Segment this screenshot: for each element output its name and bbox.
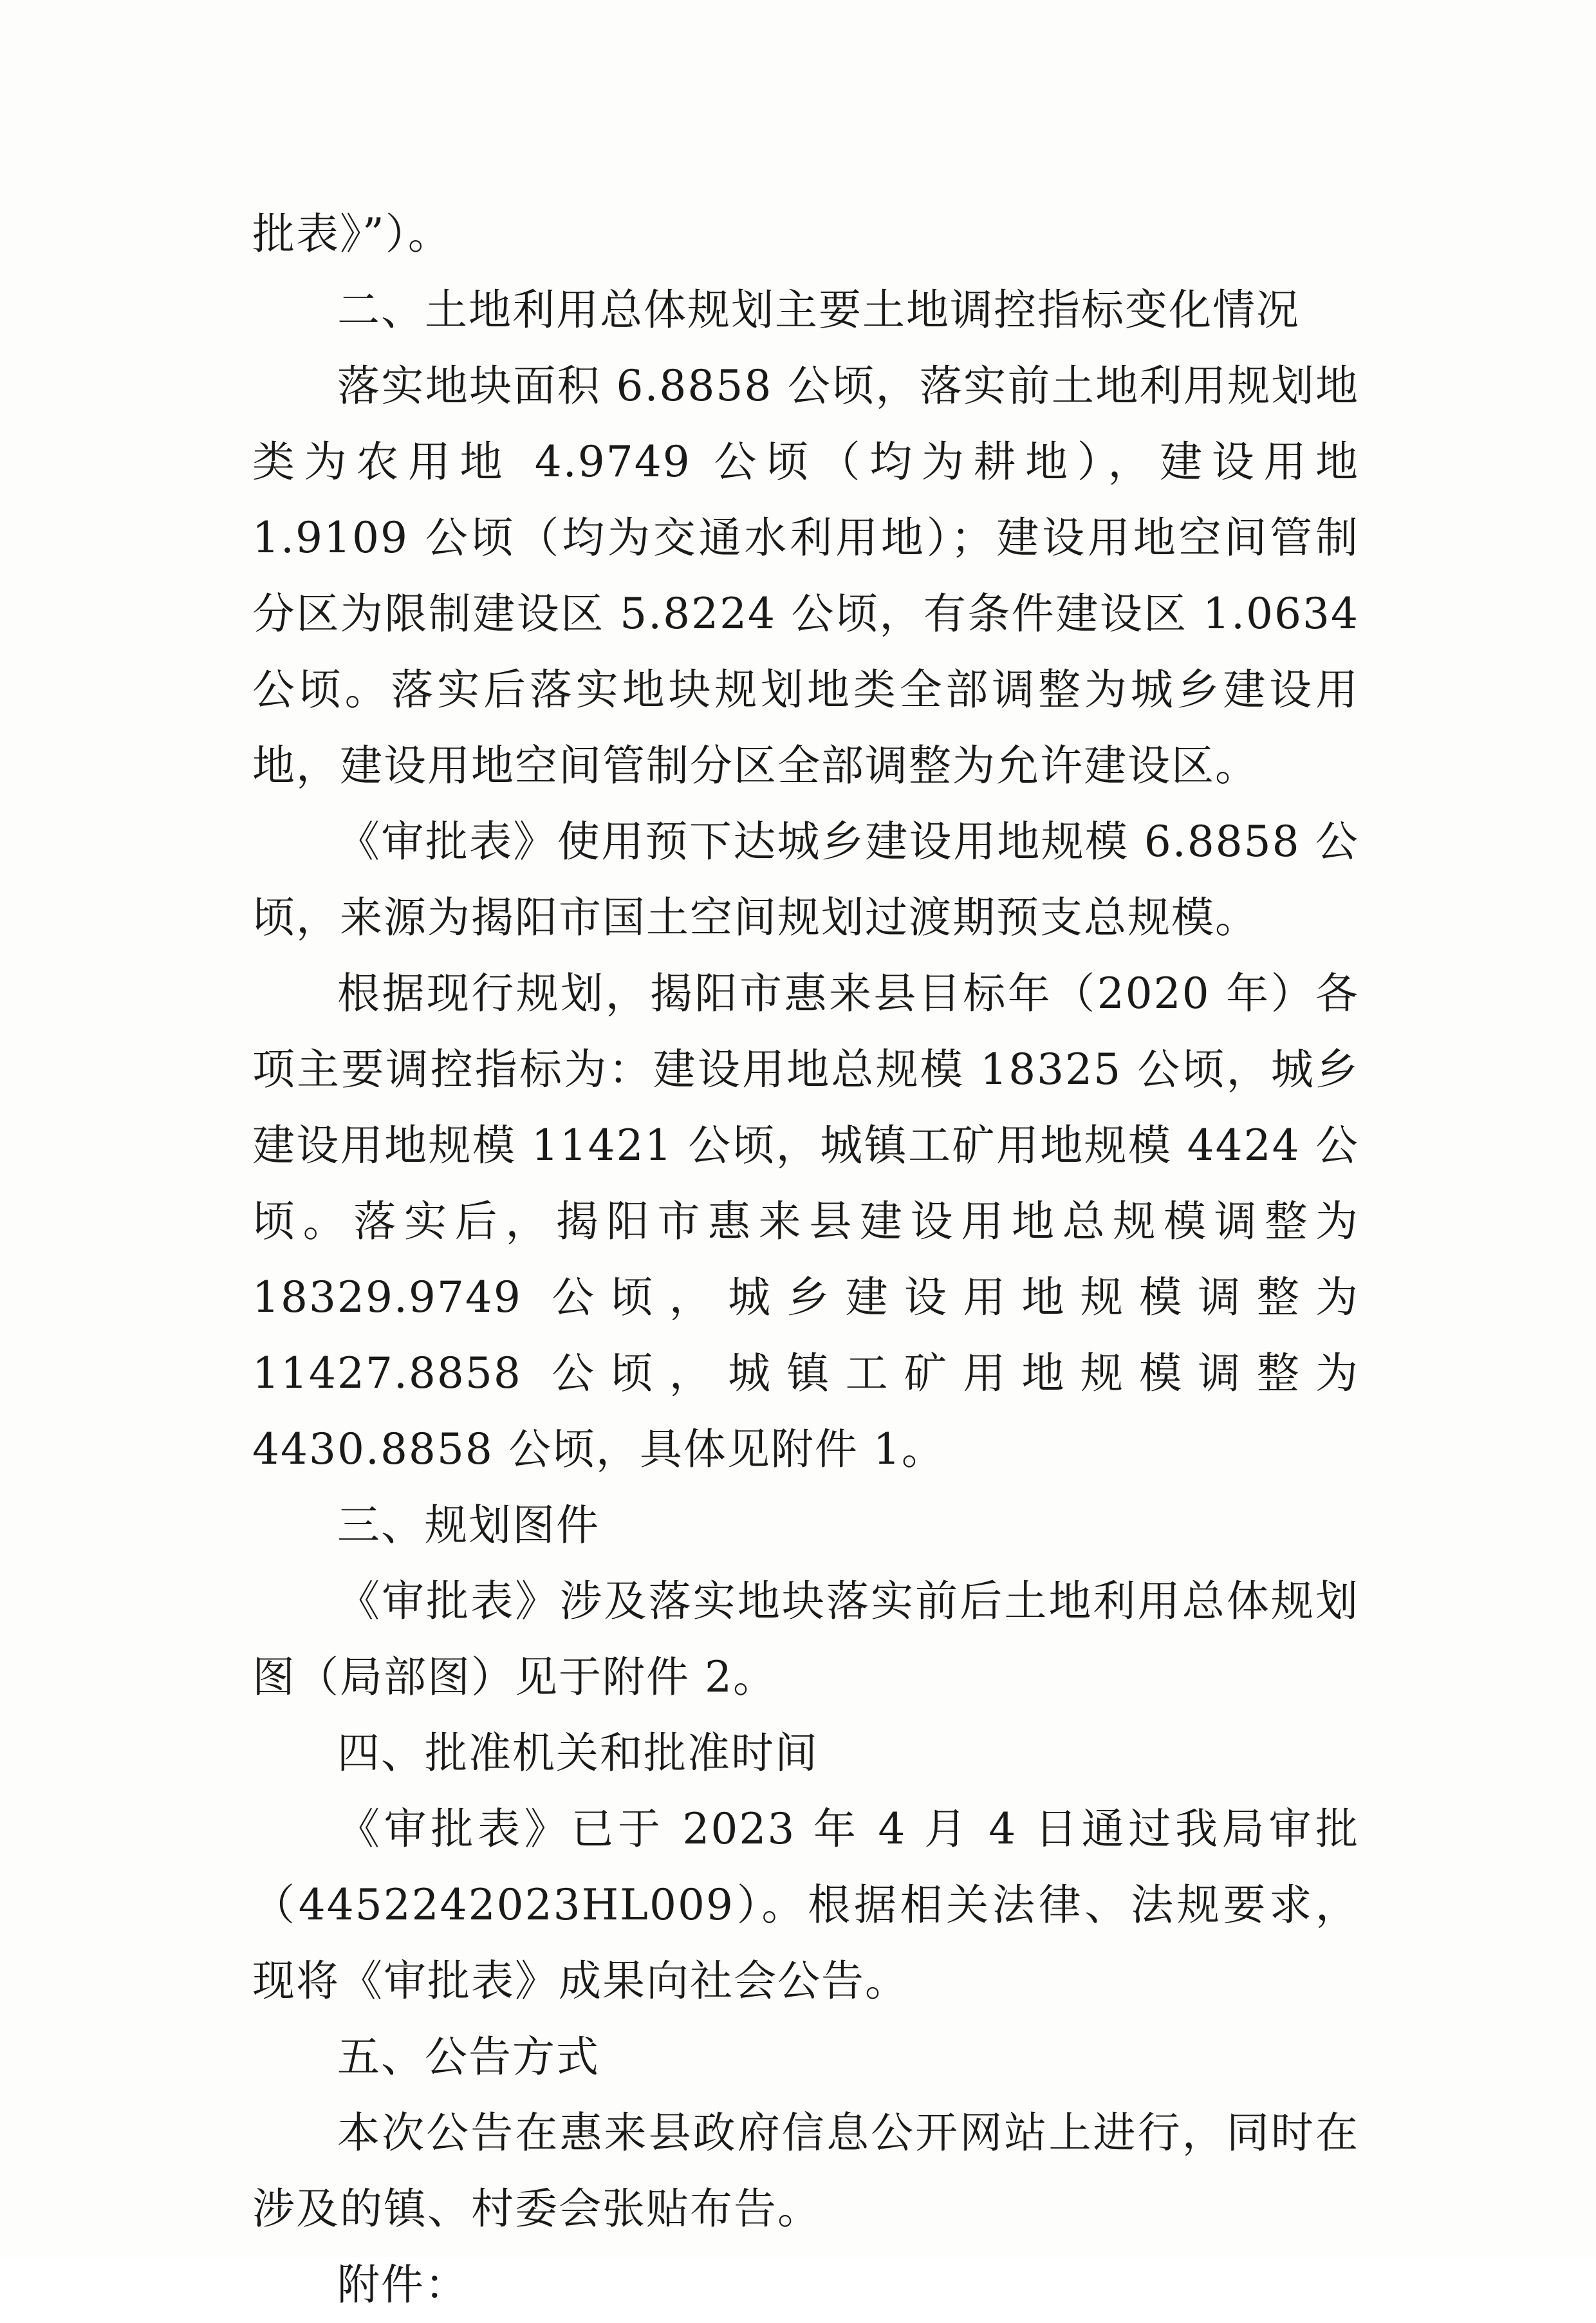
paragraph-announcement-method: 本次公告在惠来县政府信息公开网站上进行，同时在涉及的镇、村委会张贴布告。 bbox=[252, 2108, 1359, 2234]
paragraph-land-parcel: 落实地块面积 6.8858 公顷，落实前土地利用规划地类为农用地 4.9749 公顷（均为耕地），建设用地 1.9109 公顷（均为交通水利用地）；建设用地空间管制分区为限制建设区 5.8224 公顷，有条件建设区 1.0634 公顷。落实后落实地块规划地类全部调整为城乡建设用地，建设用地空间管制分区全部调整为允许建设区。 bbox=[252, 361, 1359, 790]
section-heading-2: 二、土地利用总体规划主要土地调控指标变化情况 bbox=[337, 285, 1300, 335]
paragraph-control-indicators: 根据现行规划，揭阳市惠来县目标年（2020 年）各项主要调控指标为：建设用地总规模 18325 公顷，城乡建设用地规模 11421 公顷，城镇工矿用地规模 4424 公顷。落实后，揭阳市惠来县建设用地总规模调整为 18329.9749 公顷，城乡建设用地规模调整为 11427.8858 公顷，城镇工矿用地规模调整为 4430.8858 公顷，具体见附件 1。 bbox=[252, 969, 1359, 1474]
paragraph-planning-maps: 《审批表》涉及落实地块落实前后土地利用总体规划图（局部图）见于附件 2。 bbox=[252, 1576, 1359, 1702]
section-heading-5: 五、公告方式 bbox=[337, 2032, 600, 2082]
attachments-label: 附件： bbox=[337, 2260, 469, 2309]
section-heading-4: 四、批准机关和批准时间 bbox=[337, 1728, 819, 1778]
paragraph-continuation: 批表》”）。 bbox=[252, 209, 452, 259]
paragraph-scale-source: 《审批表》使用预下达城乡建设用地规模 6.8858 公顷，来源为揭阳市国土空间规划过渡期预支总规模。 bbox=[252, 817, 1359, 942]
section-heading-3: 三、规划图件 bbox=[337, 1500, 600, 1550]
document-body bbox=[252, 196, 1359, 2323]
paragraph-approval: 《审批表》已于 2023 年 4 月 4 日通过我局审批（4452242023HL009）。根据相关法律、法规要求，现将《审批表》成果向社会公告。 bbox=[252, 1804, 1359, 2006]
